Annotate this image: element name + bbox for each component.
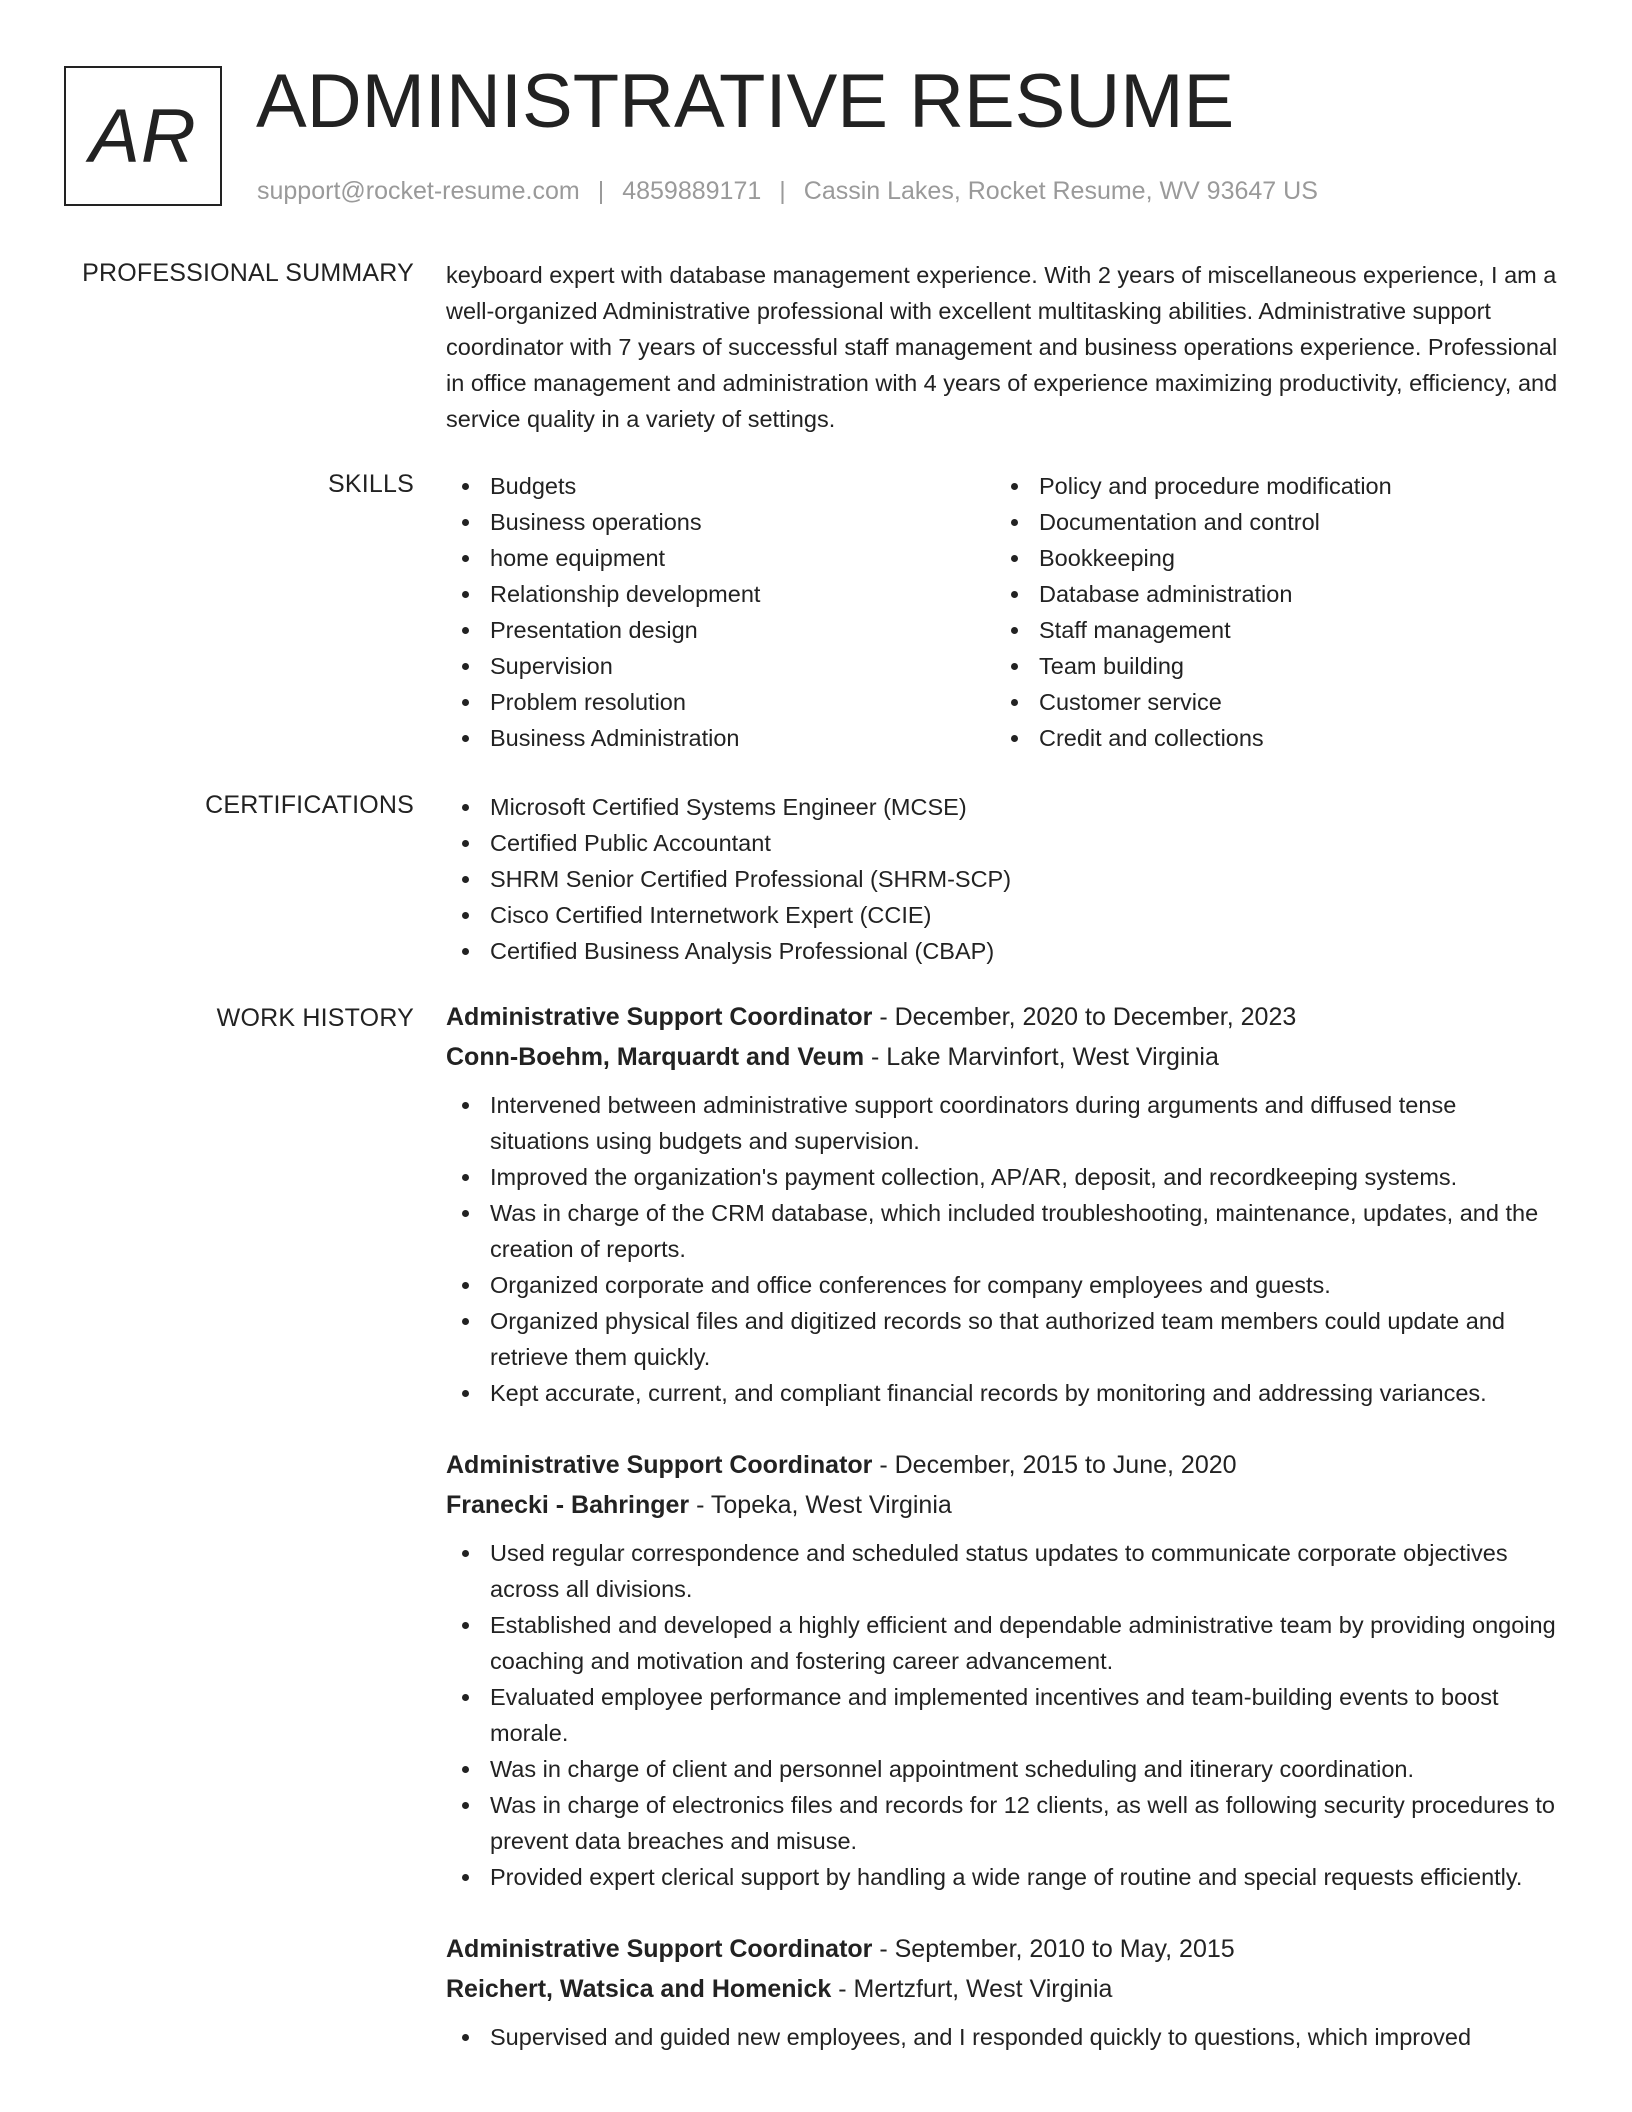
skills-list-right [995, 468, 1544, 756]
summary-section [446, 257, 1558, 437]
certifications-list [446, 789, 1558, 969]
job-location: - Lake Marvinfort, West Virginia [864, 1043, 1219, 1071]
list-item: Certified Business Analysis Professional (CBAP) [446, 933, 1558, 969]
job-entry [446, 1445, 1558, 1895]
list-item: Organized corporate and office conferences for company employees and guests. [446, 1267, 1558, 1303]
skills-list-left [446, 468, 995, 756]
list-item: Business Administration [446, 720, 995, 756]
list-item: Supervised and guided new employees, and I responded quickly to questions, which improved [446, 2019, 1558, 2055]
list-item: Was in charge of the CRM database, which included troubleshooting, maintenance, updates, and the creation of reports. [446, 1195, 1558, 1267]
list-item: Intervened between administrative support coordinators during arguments and diffused tense situations using budgets and supervision. [446, 1087, 1558, 1159]
work-history-section [446, 997, 1558, 2089]
job-title: Administrative Support Coordinator [446, 1451, 873, 1479]
job-dates: - September, 2010 to May, 2015 [872, 1935, 1235, 1963]
job-entry [446, 1929, 1558, 2055]
list-item: Business operations [446, 504, 995, 540]
job-title: Administrative Support Coordinator [446, 1935, 873, 1963]
job-company: Conn-Boehm, Marquardt and Veum [446, 1043, 865, 1071]
certifications-section [446, 789, 1558, 969]
job-dates: - December, 2015 to June, 2020 [872, 1451, 1237, 1479]
job-dates: - December, 2020 to December, 2023 [872, 1003, 1297, 1031]
job-company-line [446, 1969, 1558, 2009]
list-item: Documentation and control [995, 504, 1544, 540]
certifications-label: CERTIFICATIONS [205, 791, 414, 819]
job-bullets [446, 1087, 1558, 1411]
skills-label: SKILLS [328, 470, 414, 498]
contact-separator: | [779, 177, 786, 205]
list-item: Microsoft Certified Systems Engineer (MCSE) [446, 789, 1558, 825]
contact-line [257, 176, 1318, 206]
list-item: Cisco Certified Internetwork Expert (CCIE) [446, 897, 1558, 933]
contact-separator: | [597, 177, 605, 205]
list-item: Certified Public Accountant [446, 825, 1558, 861]
contact-email: support@rocket-resume.com [257, 177, 580, 205]
list-item: Customer service [995, 684, 1544, 720]
job-company: Franecki - Bahringer [446, 1491, 690, 1519]
list-item: Kept accurate, current, and compliant financial records by monitoring and addressing variances. [446, 1375, 1558, 1411]
resume-title: ADMINISTRATIVE RESUME [256, 59, 1235, 144]
job-company: Reichert, Watsica and Homenick [446, 1975, 832, 2003]
job-company-line [446, 1485, 1558, 1525]
list-item: Team building [995, 648, 1544, 684]
list-item: Problem resolution [446, 684, 995, 720]
list-item: Improved the organization's payment collection, AP/AR, deposit, and recordkeeping systems. [446, 1159, 1558, 1195]
list-item: Used regular correspondence and scheduled status updates to communicate corporate objectives across all divisions. [446, 1535, 1558, 1607]
job-title-line [446, 997, 1558, 1037]
job-bullets [446, 1535, 1558, 1895]
job-title-line [446, 1445, 1558, 1485]
list-item: Budgets [446, 468, 995, 504]
list-item: SHRM Senior Certified Professional (SHRM-SCP) [446, 861, 1558, 897]
list-item: Credit and collections [995, 720, 1544, 756]
job-title-line [446, 1929, 1558, 1969]
list-item: Provided expert clerical support by handling a wide range of routine and special requests efficiently. [446, 1859, 1558, 1895]
list-item: Policy and procedure modification [995, 468, 1544, 504]
list-item: Was in charge of electronics files and records for 12 clients, as well as following security procedures to prevent data breaches and misuse. [446, 1787, 1558, 1859]
skills-section [446, 468, 1558, 756]
job-title: Administrative Support Coordinator [446, 1003, 873, 1031]
list-item: Was in charge of client and personnel appointment scheduling and itinerary coordination. [446, 1751, 1558, 1787]
contact-phone: 4859889171 [622, 177, 762, 205]
list-item: Database administration [995, 576, 1544, 612]
summary-label: PROFESSIONAL SUMMARY [82, 259, 414, 287]
job-location: - Mertzfurt, West Virginia [831, 1975, 1113, 2003]
list-item: home equipment [446, 540, 995, 576]
list-item: Established and developed a highly efficient and dependable administrative team by providing ongoing coaching and motivation and fostering career advancement. [446, 1607, 1558, 1679]
list-item: Organized physical files and digitized records so that authorized team members could update and retrieve them quickly. [446, 1303, 1558, 1375]
work-history-label: WORK HISTORY [216, 1004, 414, 1032]
list-item: Staff management [995, 612, 1544, 648]
list-item: Evaluated employee performance and implemented incentives and team-building events to boost morale. [446, 1679, 1558, 1751]
list-item: Supervision [446, 648, 995, 684]
summary-text: keyboard expert with database management experience. With 2 years of miscellaneous experience, I am a well-organized Administrative professional with excellent multitasking abilities. Administrative support coordinator with 7 years of successful staff management and business operations experience. Professional in office management and administration with 4 years of experience maximizing productivity, efficiency, and service quality in a variety of settings. [446, 262, 1558, 432]
job-location: - Topeka, West Virginia [689, 1491, 952, 1519]
contact-address: Cassin Lakes, Rocket Resume, WV 93647 US [803, 177, 1318, 205]
monogram: AR [64, 66, 222, 206]
list-item: Bookkeeping [995, 540, 1544, 576]
list-item: Presentation design [446, 612, 995, 648]
job-company-line [446, 1037, 1558, 1077]
job-entry [446, 997, 1558, 1411]
list-item: Relationship development [446, 576, 995, 612]
job-bullets [446, 2019, 1558, 2055]
